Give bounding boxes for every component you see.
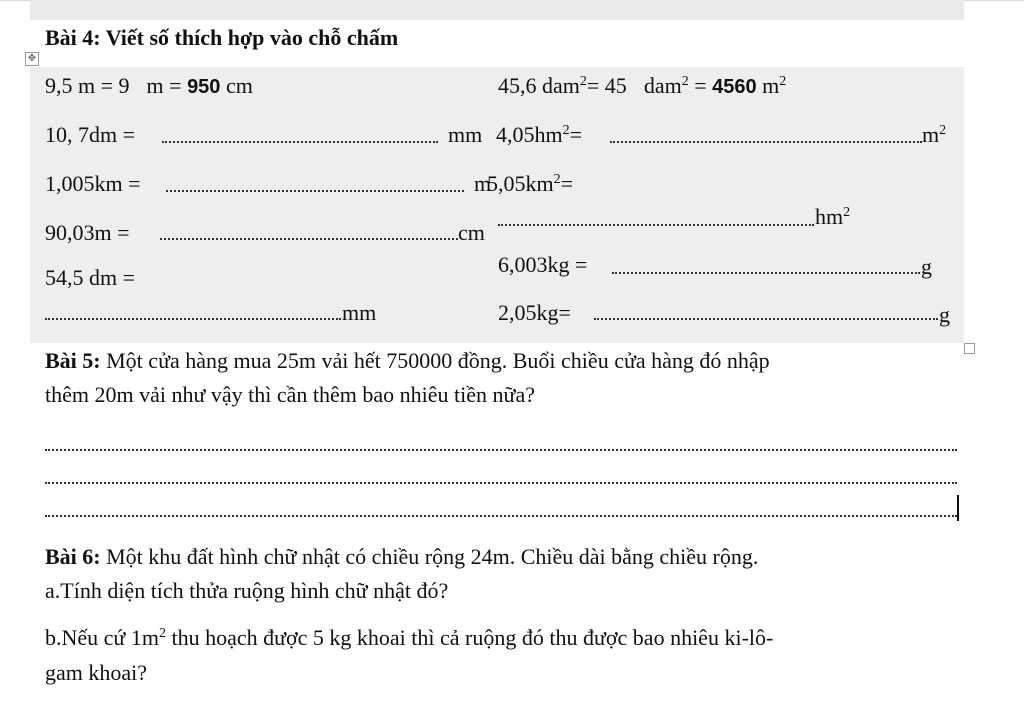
row4-left-unit: cm: [458, 220, 485, 245]
text-cursor: [957, 495, 959, 521]
row6-right-blank[interactable]: [594, 318, 938, 320]
row1-right: [498, 73, 786, 100]
row2-right-label: [496, 122, 582, 148]
row5-right-blank[interactable]: [612, 272, 920, 274]
exercise-6-label: Bài 6:: [45, 544, 101, 569]
exercise-6-line4: gam khoai?: [45, 660, 148, 685]
row6-right-label: 2,05kg=: [498, 300, 571, 325]
row6-right-unit: g: [939, 302, 950, 327]
row1-right-text-c: dam: [643, 73, 682, 98]
row1-right-answer: 4560: [712, 76, 757, 98]
row3-right-text: 5,05km: [487, 171, 554, 196]
sup: 2: [562, 123, 570, 138]
row3-right-eq: =: [560, 171, 574, 196]
unit-text: hm: [815, 204, 844, 229]
move-icon[interactable]: ✥: [25, 52, 39, 66]
row3-left-blank[interactable]: [166, 190, 464, 192]
row5-left-unit: mm: [342, 300, 377, 325]
row1-right-text-d: =: [694, 73, 707, 98]
row2-left-label: 10, 7dm =: [45, 122, 136, 147]
row3-left-unit: m: [474, 171, 492, 196]
row4-right-blank[interactable]: [498, 224, 814, 226]
table-resize-handle[interactable]: [964, 343, 975, 354]
row1-left-unit: cm: [225, 73, 253, 98]
row2-right-blank[interactable]: [610, 141, 922, 143]
row4-left-blank[interactable]: [160, 238, 458, 240]
row1-left: [45, 73, 253, 100]
exercise-5-text: Một cửa hàng mua 25m vải hết 750000 đồng. Buổi chiều cửa hàng đó nhập: [100, 348, 770, 373]
exercise-6-line3: [45, 625, 773, 651]
row3-right-label: [487, 171, 573, 197]
row2-right-text: 4,05hm: [496, 122, 563, 147]
exercise-6-line2: a.Tính diện tích thửa ruộng hình chữ nhật đó?: [45, 578, 449, 603]
row1-right-unit: m: [762, 73, 780, 98]
row3-left-label: 1,005km =: [45, 171, 141, 196]
answer-line-1[interactable]: [45, 449, 957, 451]
row5-left-label: 54,5 dm =: [45, 265, 136, 290]
row4-right-unit: [815, 204, 850, 230]
sup: 2: [553, 172, 561, 187]
exercise-5-label: Bài 5:: [45, 348, 101, 373]
exercise-5-line1: [45, 348, 770, 374]
row1-left-answer: 950: [187, 76, 221, 98]
row5-right-label: 6,003kg =: [498, 252, 588, 277]
row2-right-eq: =: [569, 122, 583, 147]
row5-right-unit: g: [921, 254, 932, 279]
row1-left-text-b: m =: [146, 73, 182, 98]
answer-line-3[interactable]: [45, 515, 957, 517]
sup: 2: [843, 205, 851, 220]
row2-right-unit: [922, 122, 946, 148]
row4-left-label: 90,03m =: [45, 220, 130, 245]
sup: 2: [579, 74, 587, 89]
exercise-6-line1: [45, 544, 758, 570]
sup: 2: [939, 123, 947, 138]
unit-text: m: [922, 122, 940, 147]
row2-left-blank[interactable]: [162, 141, 438, 143]
sup: 2: [779, 74, 787, 89]
row5-left-blank[interactable]: [45, 318, 341, 320]
sup: 2: [158, 626, 166, 641]
sup: 2: [681, 74, 689, 89]
exercise-4-title: Bài 4: Viết số thích hợp vào chỗ chấm: [45, 25, 399, 50]
row1-right-text-b: = 45: [586, 73, 627, 98]
answer-line-2[interactable]: [45, 482, 957, 484]
exercise-6-text: Một khu đất hình chữ nhật có chiều rộng 24m. Chiều dài bằng chiều rộng.: [100, 544, 759, 569]
row2-left-unit: mm: [448, 122, 483, 147]
exercise-6-line3-b: thu hoạch được 5 kg khoai thì cả ruộng đó thu được bao nhiêu ki-lô-: [165, 625, 774, 650]
exercise-6-line3-a: b.Nếu cứ 1m: [45, 625, 159, 650]
row1-left-text-a: 9,5 m = 9: [45, 73, 130, 98]
row1-right-text-a: 45,6 dam: [498, 73, 580, 98]
exercise-5-line2: thêm 20m vải như vậy thì cần thêm bao nhiêu tiền nữa?: [45, 382, 535, 407]
previous-table-cell: [30, 0, 964, 20]
